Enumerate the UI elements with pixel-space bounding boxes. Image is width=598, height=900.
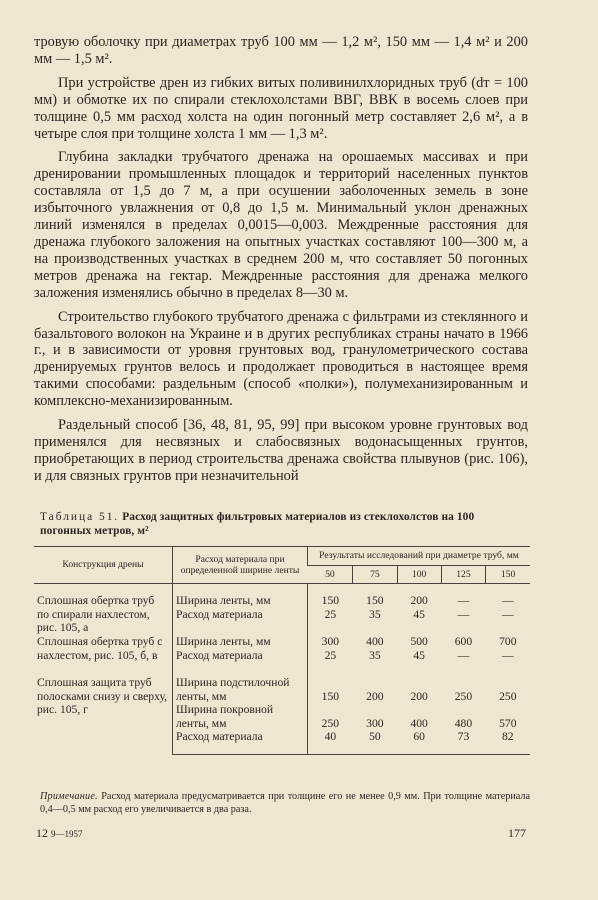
header-diameter: 125 — [441, 565, 485, 584]
header-material: Расход материала при определенной ширине ленты — [173, 547, 308, 584]
material-cell: Расход материала — [173, 608, 308, 636]
material-cell: Ширина подстилочной ленты, мм — [173, 676, 308, 703]
value-cell: 35 — [369, 607, 381, 621]
header-diameter: 50 — [308, 565, 353, 584]
material-cell: Расход материала — [173, 730, 308, 754]
value-cell: 35 — [369, 648, 381, 662]
value-cell: 570 — [499, 716, 517, 730]
paragraph-2: При устройстве дрен из гибких витых поливинилхлоридных труб (dт = 100 мм) и обмотке их по спирали стеклохолстами ВВГ, ВВК в восемь слоев при толщине 0,5 мм расход холста на один погонный метр составляет 2,6 м², а в четыре слоя при толщине холста 1 мм — 1,3 м². — [34, 74, 528, 142]
value-cell: 480 — [454, 716, 473, 730]
value-cell: 250 — [454, 689, 473, 703]
value-cell: — — [501, 648, 514, 662]
note-label: Примечание. — [40, 791, 98, 802]
value-cell: 600 — [454, 635, 473, 648]
paragraph-4: Строительство глубокого трубчатого дренажа с фильтрами из стеклянного и базальтового волокон на Украине и в других республиках страны начато в 1966 г., и в зависимости от уровня грунтовых вод, гранулометрического состава дренируемых грунтов велось и продолжает проводиться в настоящее время такими способами: раздельным (способ «полки»), полумеханизированным и комплексно-механизированным. — [34, 308, 528, 410]
table-note — [40, 790, 530, 816]
paragraph-1: тровую оболочку при диаметрах труб 100 мм — 1,2 м², 150 мм — 1,4 м² и 200 мм — 1,5 м². — [34, 34, 528, 67]
body-text — [34, 34, 528, 492]
table-row — [34, 676, 530, 703]
print-code: 9—1957 — [51, 829, 83, 839]
table-row — [34, 584, 530, 608]
value-cell: 150 — [308, 584, 353, 608]
note-text: Расход материала предусматривается при толщине его не менее 0,9 мм. При толщине материала 0,4—0,5 мм расход его увеличивается в два раза. — [40, 791, 530, 815]
value-cell: 400 — [410, 716, 428, 730]
value-cell: 73 — [441, 730, 485, 754]
value-cell: 45 — [413, 607, 425, 621]
construction-cell: Сплошная обертка труб с нахлестом, рис. 105, б, в — [37, 635, 163, 662]
material-cell: Расход материала — [173, 649, 308, 677]
value-cell: 45 — [413, 648, 425, 662]
value-cell: 700 — [499, 635, 517, 648]
page-number: 177 — [508, 826, 526, 840]
data-table — [34, 546, 530, 755]
table-caption-text: Расход защитных фильтровых материалов из стеклохолстов на 100 погонных метров, м² — [40, 511, 475, 537]
value-cell: 150 — [308, 676, 353, 703]
signature-number: 12 — [36, 826, 48, 840]
value-cell: 82 — [486, 730, 530, 754]
value-cell: 25 — [308, 608, 353, 636]
construction-cell: Сплошная защита труб полосками снизу и сверху, рис. 105, г — [37, 676, 167, 716]
value-cell: 200 — [410, 594, 428, 607]
material-cell: Ширина ленты, мм — [173, 584, 308, 608]
value-cell: 60 — [397, 730, 441, 754]
value-cell: 250 — [499, 689, 517, 703]
paragraph-3: Глубина закладки трубчатого дренажа на орошаемых массивах и при дренировании промышленных площадок и территорий населенных пунктов составляла от 1,5 до 7 м, а при осушении заболоченных земель в зоне избыточного увлажнения от 0,8 до 1,5 м. Минимальный уклон дренажных линий изменялся в пределах 0,0015—0,003. Междренные расстояния для дренажа глубокого заложения на опытных участках составляют 100—300 м, а на производственных участках в среднем 200 м, что составляет 50 погонных метров дренажа на гектар. Междренные расстояния для дренажа мелкого заложения изменялись обычно в пределах 8—30 м. — [34, 149, 528, 301]
value-cell: 150 — [366, 594, 384, 607]
value-cell: — — [457, 607, 470, 621]
table-caption-label: Таблица 51. — [40, 511, 120, 523]
value-cell: 250 — [308, 703, 353, 730]
material-cell: Ширина покровной ленты, мм — [173, 703, 308, 730]
header-results: Результаты исследований при диаметре труб, мм — [308, 547, 531, 566]
value-cell: 200 — [410, 689, 428, 703]
value-cell: 40 — [308, 730, 353, 754]
value-cell: 25 — [308, 649, 353, 677]
material-cell: Ширина ленты, мм — [173, 635, 308, 649]
value-cell: — — [501, 594, 514, 607]
header-diameter: 150 — [486, 565, 530, 584]
value-cell: 500 — [410, 635, 428, 648]
value-cell: 50 — [353, 730, 397, 754]
paragraph-5: Раздельный способ [36, 48, 81, 95, 99] при высоком уровне грунтовых вод применялся для несвязных и слабосвязных водонасыщенных грунтов, приобретающих в период строительства дренажа свойства плывунов (рис. 106), и для связных грунтов при незначительной — [34, 417, 528, 484]
header-construction: Конструкция дрены — [34, 547, 173, 584]
value-cell: 400 — [366, 635, 384, 648]
header-diameter: 100 — [397, 565, 441, 584]
value-cell: — — [501, 607, 514, 621]
value-cell: 300 — [308, 635, 353, 649]
table-caption — [40, 510, 528, 538]
table-row — [34, 635, 530, 649]
signature-mark — [36, 826, 83, 841]
value-cell: 200 — [366, 689, 384, 703]
value-cell: — — [457, 594, 470, 607]
construction-cell: Сплошная обертка труб по спирали нахлестом, рис. 105, а — [37, 594, 155, 634]
value-cell: — — [457, 648, 470, 662]
header-diameter: 75 — [353, 565, 397, 584]
value-cell: 300 — [366, 716, 384, 730]
